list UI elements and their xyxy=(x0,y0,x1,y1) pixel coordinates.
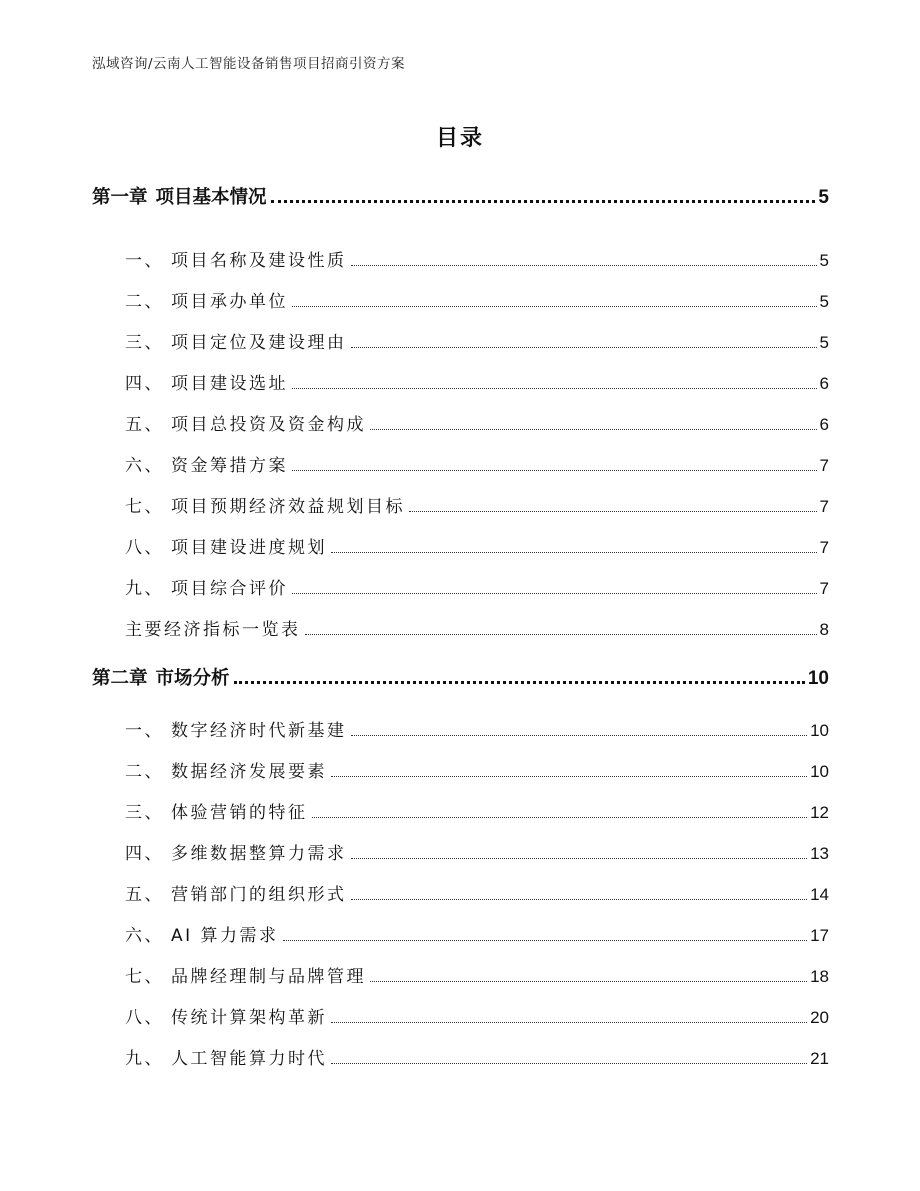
page-number: 10 xyxy=(810,762,829,781)
section-title: 项目综合评价 xyxy=(171,579,288,599)
dot-leader xyxy=(351,898,808,900)
section-number: 九、 xyxy=(125,1049,164,1069)
page-number: 17 xyxy=(810,926,829,945)
section-title: 项目建设选址 xyxy=(171,374,288,394)
toc-section-2-4[interactable] xyxy=(92,839,829,864)
dot-leader xyxy=(351,346,817,348)
chapter-title: 项目基本情况 xyxy=(155,187,267,208)
page-number: 7 xyxy=(819,538,829,557)
toc-section-2-5[interactable] xyxy=(92,880,829,905)
chapter-number: 第一章 xyxy=(92,187,148,208)
page-number: 7 xyxy=(819,579,829,598)
page-number: 18 xyxy=(810,967,829,986)
section-number: 六、 xyxy=(125,456,164,476)
section-number: 一、 xyxy=(125,721,164,741)
page-number: 7 xyxy=(819,456,829,475)
section-title: 人工智能算力时代 xyxy=(171,1049,327,1069)
toc-section-2-2[interactable] xyxy=(92,757,829,782)
dot-leader xyxy=(283,939,808,941)
section-title: 数字经济时代新基建 xyxy=(171,721,347,741)
dot-leader xyxy=(331,551,817,553)
section-title: 项目预期经济效益规划目标 xyxy=(171,497,405,517)
dot-leader xyxy=(331,775,807,777)
page-number: 6 xyxy=(819,374,829,393)
toc-section-1-4[interactable] xyxy=(92,369,829,394)
toc-section-1-indicators[interactable] xyxy=(92,615,829,640)
section-title: 主要经济指标一览表 xyxy=(125,620,301,640)
section-title: 体验营销的特征 xyxy=(171,803,308,823)
table-of-contents xyxy=(92,0,829,1191)
toc-section-2-3[interactable] xyxy=(92,798,829,823)
section-number: 四、 xyxy=(125,374,164,394)
section-number: 七、 xyxy=(125,497,164,517)
toc-section-2-1[interactable] xyxy=(92,716,829,741)
dot-leader xyxy=(234,680,805,684)
dot-leader xyxy=(305,633,817,635)
page-number: 6 xyxy=(819,415,829,434)
toc-chapter-2[interactable] xyxy=(92,664,829,690)
section-title: 项目建设进度规划 xyxy=(171,538,327,558)
section-number: 四、 xyxy=(125,844,164,864)
page-number: 10 xyxy=(810,721,829,740)
section-title: 资金筹措方案 xyxy=(171,456,288,476)
dot-leader xyxy=(331,1021,807,1023)
section-title: 品牌经理制与品牌管理 xyxy=(171,967,366,987)
chapter-number: 第二章 xyxy=(92,668,148,689)
page-number: 21 xyxy=(810,1049,829,1068)
dot-leader xyxy=(312,816,808,818)
dot-leader xyxy=(351,857,808,859)
section-number: 六、 xyxy=(125,926,164,946)
section-number: 三、 xyxy=(125,333,164,353)
section-title: 项目总投资及资金构成 xyxy=(171,415,366,435)
toc-section-1-8[interactable] xyxy=(92,533,829,558)
section-title: 项目定位及建设理由 xyxy=(171,333,347,353)
dot-leader xyxy=(292,592,817,594)
toc-section-1-6[interactable] xyxy=(92,451,829,476)
section-number: 七、 xyxy=(125,967,164,987)
section-title: 项目承办单位 xyxy=(171,292,288,312)
dot-leader xyxy=(292,305,817,307)
toc-section-2-7[interactable] xyxy=(92,962,829,987)
section-title: 传统计算架构革新 xyxy=(171,1008,327,1028)
section-title: 项目名称及建设性质 xyxy=(171,251,347,271)
section-title: 营销部门的组织形式 xyxy=(171,885,347,905)
toc-section-1-3[interactable] xyxy=(92,328,829,353)
toc-section-2-9[interactable] xyxy=(92,1044,829,1069)
dot-leader xyxy=(351,264,817,266)
section-number: 九、 xyxy=(125,579,164,599)
dot-leader xyxy=(292,387,817,389)
dot-leader xyxy=(351,734,808,736)
page-number: 12 xyxy=(810,803,829,822)
page-number: 5 xyxy=(819,292,829,311)
section-number: 八、 xyxy=(125,1008,164,1028)
page-number: 8 xyxy=(819,620,829,639)
section-number: 八、 xyxy=(125,538,164,558)
toc-section-1-7[interactable] xyxy=(92,492,829,517)
page-number: 14 xyxy=(810,885,829,904)
toc-section-1-5[interactable] xyxy=(92,410,829,435)
section-number: 五、 xyxy=(125,885,164,905)
page-number: 5 xyxy=(819,333,829,352)
page-title: 目录 xyxy=(435,126,484,151)
dot-leader xyxy=(271,199,816,203)
toc-chapter-1[interactable] xyxy=(92,183,829,209)
toc-section-1-1[interactable] xyxy=(92,246,829,271)
page-number: 10 xyxy=(807,668,829,689)
page-number: 13 xyxy=(810,844,829,863)
dot-leader xyxy=(331,1062,807,1064)
page-number: 5 xyxy=(818,187,829,208)
dot-leader xyxy=(370,980,807,982)
page-number: 7 xyxy=(819,497,829,516)
section-number: 五、 xyxy=(125,415,164,435)
section-number: 一、 xyxy=(125,251,164,271)
dot-leader xyxy=(292,469,817,471)
dot-leader xyxy=(409,510,817,512)
toc-section-1-2[interactable] xyxy=(92,287,829,312)
page-number: 5 xyxy=(819,251,829,270)
section-number: 二、 xyxy=(125,762,164,782)
toc-section-1-9[interactable] xyxy=(92,574,829,599)
section-number: 二、 xyxy=(125,292,164,312)
toc-section-2-8[interactable] xyxy=(92,1003,829,1028)
section-title: 数据经济发展要素 xyxy=(171,762,327,782)
section-number: 三、 xyxy=(125,803,164,823)
running-header: 泓域咨询/云南人工智能设备销售项目招商引资方案 xyxy=(92,56,406,72)
section-title: AI 算力需求 xyxy=(171,926,279,946)
chapter-title: 市场分析 xyxy=(155,668,230,689)
section-title: 多维数据整算力需求 xyxy=(171,844,347,864)
page-number: 20 xyxy=(810,1008,829,1027)
toc-section-2-6[interactable] xyxy=(92,921,829,946)
dot-leader xyxy=(370,428,817,430)
